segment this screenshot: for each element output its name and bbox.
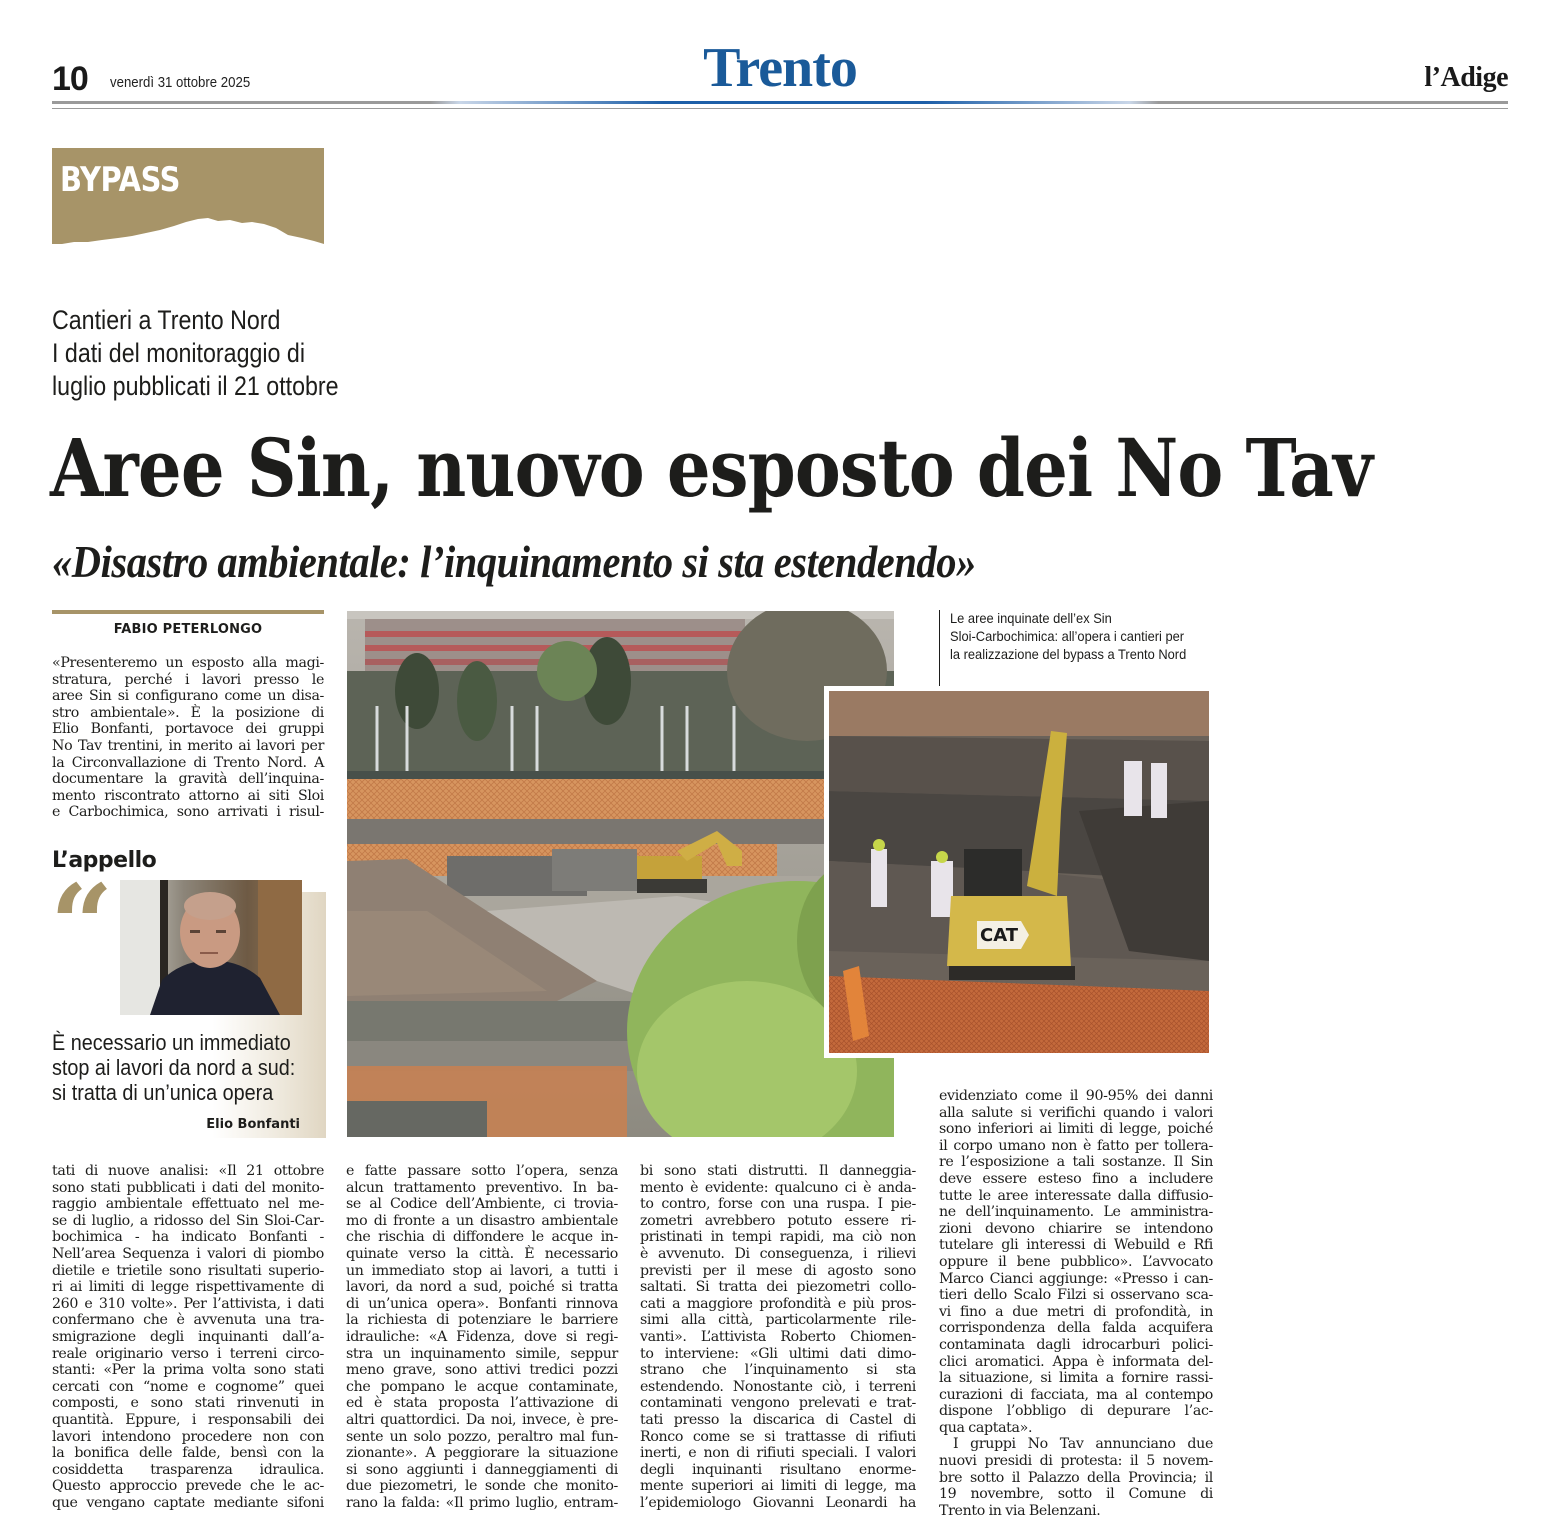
text-line: lavori intendono procedere non con [52,1428,324,1445]
text-line: Nell’area Sequenza i valori di piombo [52,1245,324,1262]
text-line: ne dell’inquinamento. Le amministra- [939,1204,1213,1221]
text-line: documentare la gravità dell’inquina- [52,771,324,788]
text-line: simi alla città, particolarmente rile- [640,1312,916,1329]
text-line: zometri avrebbero potuto essere ri- [640,1212,916,1229]
text-line: bre sotto il Palazzo della Provincia; il [939,1469,1213,1486]
text-line: I gruppi No Tav annunciano due [953,1436,1213,1453]
text-line: stanti: «Per la prima volta sono stati [52,1362,324,1379]
text-line: quinate verso la città. È necessario [346,1245,618,1262]
text-line: que vengano captate mediante sifoni [52,1494,324,1511]
text-line: Questo approccio prevede che le ac- [52,1478,324,1495]
text-line: corrispondenza della falda acquifera [939,1320,1213,1337]
byline: FABIO PETERLONGO [113,622,263,637]
subheadline: «Disastro ambientale: l’inquinamento si sta estendendo» [52,536,976,587]
quote-mark-icon: “ [50,860,104,989]
text-line: sente un solo pozzo, peraltro mal fun- [346,1428,618,1445]
text-line: alcun trattamento preventivo. In ba- [346,1179,618,1196]
cat-logo: CAT [979,925,1019,946]
text-line: curazioni di facciata, ma al contempo [939,1386,1213,1403]
pull-quote-line: È necessario un immediato [52,1030,291,1055]
text-line: ri ai limiti di legge rispettivamente di [52,1279,324,1296]
text-line: ed è stata proposta l’attivazione di [346,1395,618,1412]
text-line: saltati. Si tratta dei piezometri collo- [640,1279,916,1296]
masthead-rule [52,101,1508,104]
text-line: cercati con “nome e cognome” quei [52,1378,324,1395]
text-line: cati a maggiore profondità e più pros- [640,1295,916,1312]
text-line: che rischia di diffondere le acque in- [346,1229,618,1246]
text-line: se di luglio, a ridosso del Sin Sloi-Car- [52,1212,324,1229]
photo-caption [950,609,1186,663]
text-line: cosiddetta trasparenza idraulica. [52,1461,324,1478]
article-column-2 [346,1163,618,1511]
text-line: si sono aggiunti i danneggiamenti di [346,1461,618,1478]
text-line: deve essere esteso fino a includere [939,1170,1213,1187]
text-line: mento è evidente: qualcuno ci è anda- [640,1179,916,1196]
issue-date: venerdì 31 ottobre 2025 [110,74,251,91]
text-line: rano la falda: «Il primo luglio, entram- [346,1494,618,1511]
pull-quote-line: si tratta di un’unica opera [52,1080,274,1105]
text-line: aree Sin si configurano come un disa- [52,688,324,705]
text-line: Ronco come se si trattasse di rifiuti [640,1428,916,1445]
caption-line: Sloi-Carbochimica: all’opera i cantieri per [950,628,1185,644]
text-line: tutelare gli interessi di Webuild e Rfi [939,1237,1213,1254]
overline [52,304,339,403]
text-line: estendendo. Nonostante ciò, i terreni [640,1378,916,1395]
text-line: Marco Cianci aggiunge: «Presso i can- [939,1270,1213,1287]
text-line: meno grave, sono attivi tredici pozzi [346,1362,618,1379]
text-line: tati presso la discarica di Castel di [640,1411,916,1428]
text-line: sono stati pubblicati i dati del monito- [52,1179,324,1196]
text-line: 19 novembre, sotto il Comune di [939,1486,1213,1503]
pull-quote-author: Elio Bonfanti [206,1117,300,1132]
pull-quote [52,1030,296,1105]
headline: Aree Sin, nuovo esposto dei No Tav [50,421,1373,515]
text-line: bi sono stati distrutti. Il danneggia- [640,1163,916,1179]
text-line: la situazione, si limita a fornire rassi- [939,1370,1213,1387]
text-line: la Circonvallazione di Trento Nord. A [52,754,324,771]
text-line: No Tav trentini, in merito ai lavori per [52,737,324,754]
excavator-workers-image [829,691,1209,1053]
text-line: stratura, perché i lavori presso le [52,671,324,688]
text-line: che pompano le acque contaminate, [346,1378,618,1395]
text-line: strano che l’inquinamento si sta [640,1362,916,1379]
kicker-label: BYPASS [60,160,181,200]
portrait-photo [120,880,302,1015]
text-line: previsti per il mese di agosto sono [640,1262,916,1279]
text-line: contaminata dagli idrocarburi polici- [939,1336,1213,1353]
text-line: due piezometri, le sonde che monito- [346,1478,618,1495]
text-line: tutte le aree interessate dalla diffusio- [939,1187,1213,1204]
text-line: mente superiori ai limiti di legge, ma [640,1478,916,1495]
text-line: qua captata». [939,1419,1033,1436]
text-line: Elio Bonfanti, portavoce dei gruppi [52,721,324,738]
masthead-rule-thin [52,108,1508,109]
text-line: confermano che è avvenuta una tra- [52,1312,324,1329]
article-column-3 [640,1163,916,1511]
text-line: dispone l’obbligo di depurare l’ac- [939,1403,1213,1420]
text-line: altri quattordici. Da noi, invece, è pre- [346,1411,618,1428]
text-line: il corpo umano non è fatto per tollera- [939,1137,1213,1154]
article-column-1-top [52,655,324,821]
kicker-badge [52,148,324,216]
text-line: un immediato stop ai lavori, a tutti i [346,1262,618,1279]
text-line: evidenziato come il 90-95% dei danni [939,1088,1213,1104]
text-line: nuovi presidi di protesta: il 5 novem- [939,1453,1213,1470]
text-line: di un’unica opera». Bonfanti rinnova [346,1295,618,1312]
text-line: la bonifica delle falde, bensì con la [52,1445,324,1462]
text-line: inerti, e non di rifiuti speciali. I valori [640,1445,916,1462]
text-line: smigrazione degli inquinanti dall’a- [52,1328,324,1345]
text-line: bochimica - ha indicato Bonfanti - [52,1229,324,1246]
overline-line: luglio pubblicati il 21 ottobre [52,371,339,401]
text-line: e Carbochimica, sono arrivati i risul- [52,804,324,821]
article-column-4 [939,1088,1213,1515]
inset-photo [824,686,1214,1058]
newspaper-logo: l’Adige [1424,62,1508,93]
text-line: «Presenteremo un esposto alla magi- [52,655,324,671]
text-line: stro ambientale». È la posizione di [52,704,324,721]
text-line: re l’esposizione a tali sostanze. Il Sin [939,1154,1213,1171]
text-line: mento riscontrato attorno ai siti Sloi [52,787,324,804]
construction-site-image [347,611,894,1137]
text-line: tieri dello Scalo Filzi si osservano sca- [939,1287,1213,1304]
caption-line: Le aree inquinate dell’ex Sin [950,610,1112,626]
byline-rule [52,610,324,614]
text-line: alla salute si verifichi quando i valori [939,1104,1213,1121]
text-line: 260 e 310 volte». Per l’attivista, i dati [52,1295,324,1312]
portrait-image [120,880,302,1015]
text-line: e fatte passare sotto l’opera, senza [346,1163,618,1179]
text-line: vanti». L’attivista Roberto Chiomen- [640,1328,916,1345]
overline-line: I dati del monitoraggio di [52,338,306,368]
text-line: tati di nuove analisi: «Il 21 ottobre [52,1163,324,1179]
text-line: sono inferiori ai limiti di legge, poiché [939,1121,1213,1138]
text-line: reale originario verso i terreni circo- [52,1345,324,1362]
text-line: lavori, da nord a sud, poiché si tratta [346,1279,618,1296]
text-line: zioni devono chiarire se intendono [939,1220,1213,1237]
text-line: l’epidemiologo Giovanni Leonardi ha [640,1494,916,1511]
pull-quote-line: stop ai lavori da nord a sud: [52,1055,296,1080]
main-photo [347,611,894,1137]
text-line: quantità. Eppure, i responsabili dei [52,1411,324,1428]
text-line: stra un inquinamento simile, seppur [346,1345,618,1362]
caption-leader-line [939,610,940,690]
text-line: to interviene: «Gli ultimi dati dimo- [640,1345,916,1362]
text-line: contaminati vengono prelevati e trat- [640,1395,916,1412]
text-line: zionante». A peggiorare la situazione [346,1445,618,1462]
quote-box-label: L’appello [52,848,157,873]
text-line: la richiesta di potenziare le barriere [346,1312,618,1329]
text-line: è avvenuto. Di conseguenza, i rilievi [640,1245,916,1262]
text-line: oppure il bene pubblico». L’avvocato [939,1253,1213,1270]
text-line: clici aromatici. Appa è informata del- [939,1353,1213,1370]
overline-line: Cantieri a Trento Nord [52,305,281,335]
section-title: Trento [703,37,857,99]
text-line: to contro, forse con una ruspa. I pie- [640,1196,916,1213]
text-line: pristinati in tempi rapidi, ma ciò non [640,1229,916,1246]
caption-line: la realizzazione del bypass a Trento Nord [950,646,1187,662]
text-line: dietile e trietile sono risultati superio- [52,1262,324,1279]
text-line: vi fino a due metri di profondità, in [939,1303,1213,1320]
text-line: degli inquinanti risultano enorme- [640,1461,916,1478]
text-line: raggio ambientale effettuato nel me- [52,1196,324,1213]
text-line: mo di fronte a un disastro ambientale [346,1212,618,1229]
text-line: composti, e sono stati rinvenuti in [52,1395,324,1412]
text-line: Trento in via Belenzani. [939,1502,1101,1515]
torn-edge-decoration [52,214,324,246]
text-line: idrauliche: «A Fidenza, dove si regi- [346,1328,618,1345]
text-line: se al Codice dell’Ambiente, ci trovia- [346,1196,618,1213]
page-number: 10 [52,60,88,98]
article-column-1 [52,1163,324,1511]
